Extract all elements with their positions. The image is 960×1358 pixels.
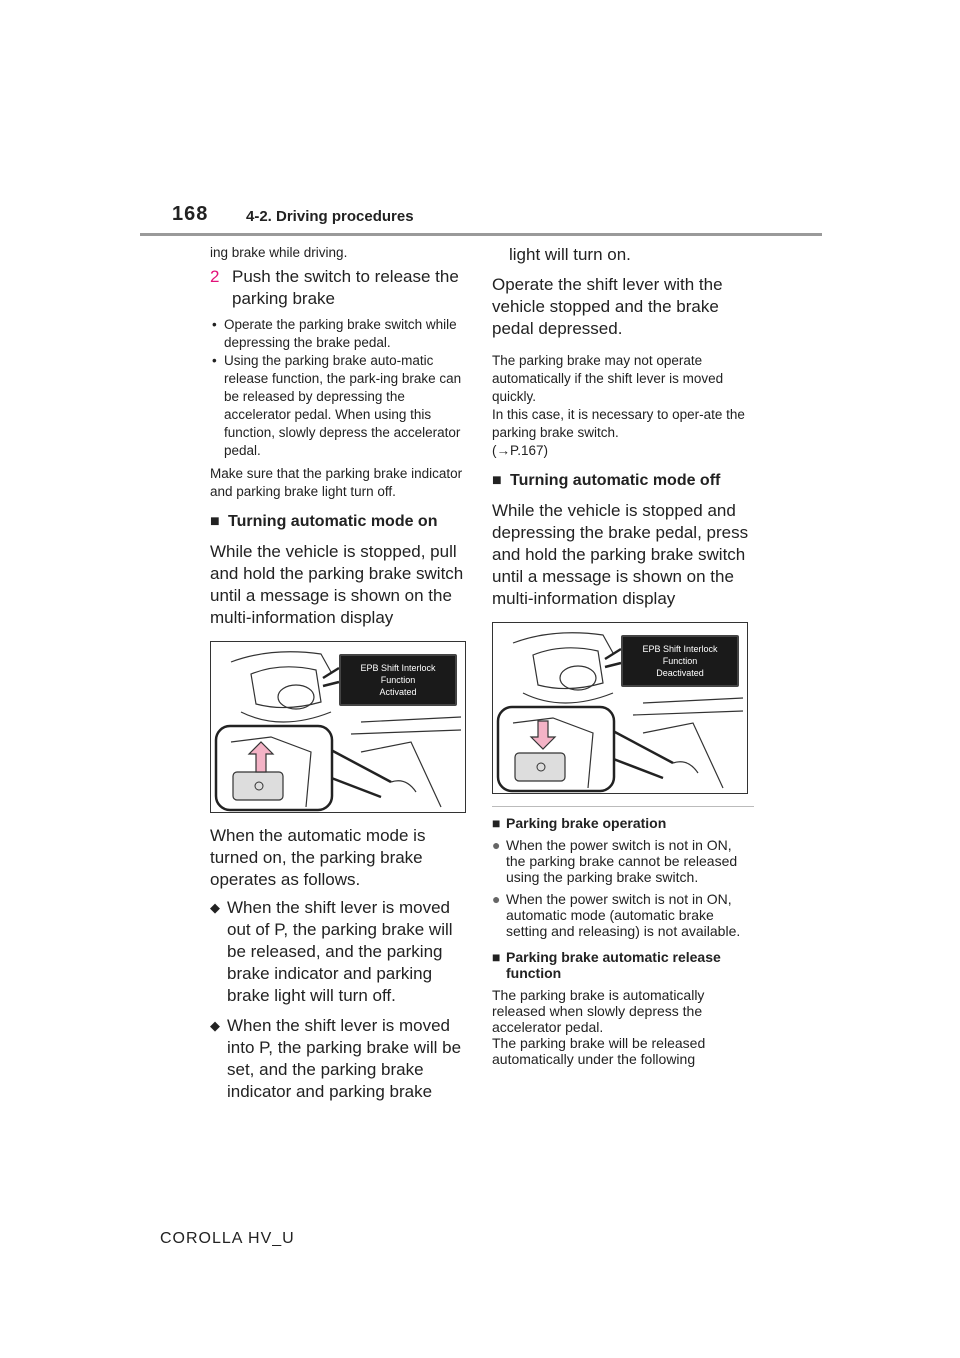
header-rule (140, 233, 822, 236)
list-item: • Using the parking brake auto-matic release function, the park-ing brake can be released by depressing the accelerator pedal. When using this function, slowly depress the accelerator pedal. (210, 352, 472, 460)
footer-model: COROLLA HV_U (160, 1230, 295, 1247)
step-number: 2 (210, 267, 220, 286)
note-text: In this case, it is necessary to oper-ate the parking brake switch. (492, 407, 745, 440)
off-instruction: While the vehicle is stopped and depressing the brake pedal, press and hold the parking brake switch until a message is shown on the multi-information display (492, 501, 749, 608)
mode-bullets (210, 897, 472, 1103)
continued-text: light will turn on. (509, 245, 631, 264)
notes-text: The parking brake will be released automatically under the following (492, 1035, 706, 1067)
list-item: ● When the power switch is not in ON, the parking brake cannot be released using the parking brake switch. (492, 837, 738, 885)
message-box: EPB Shift Interlock Function Activated (339, 654, 457, 706)
square-bullet-icon: ■ (492, 472, 502, 489)
message-box: EPB Shift Interlock Function Deactivated (621, 635, 739, 687)
right-column (492, 244, 754, 1067)
list-item: ◆ When the shift lever is moved out of P, the parking brake will be released, and the parking brake indicator and parking brake light will turn off. (210, 897, 472, 1007)
operate-text: Operate the shift lever with the vehicle stopped and the brake pedal depressed. (492, 275, 723, 338)
figure-activated (210, 641, 466, 813)
list-item: ◆ When the shift lever is moved into P, the parking brake will be set, and the parking brake indicator and parking brake (210, 1015, 472, 1103)
square-bullet-icon: ■ (210, 513, 220, 530)
list-item: • Operate the parking brake switch while depressing the brake pedal. (210, 316, 472, 352)
left-column (210, 244, 472, 1111)
heading-turning-off: ■ Turning automatic mode off (492, 470, 754, 492)
circle-bullet-icon: ● (492, 837, 501, 853)
square-bullet-icon: ■ (492, 815, 501, 831)
step-2 (210, 266, 472, 310)
on-instruction: While the vehicle is stopped, pull and hold the parking brake switch until a message is shown on the multi-information display (210, 542, 464, 627)
heading-turning-on: ■ Turning automatic mode on (210, 511, 472, 533)
page-number: 168 (172, 203, 209, 225)
section-title: 4-2. Driving procedures (246, 208, 414, 225)
intro-text: ing brake while driving. (210, 245, 348, 260)
page-reference: (→P.167) (492, 443, 549, 458)
circle-bullet-icon: ● (492, 891, 501, 907)
after-figure-text: When the automatic mode is turned on, the parking brake operates as follows. (210, 826, 426, 889)
note-text: Make sure that the parking brake indicator and parking brake light turn off. (210, 466, 463, 499)
square-bullet-icon: ■ (492, 949, 501, 965)
note-text: The parking brake may not operate automatically if the shift lever is moved quickly. (492, 353, 724, 404)
figure-deactivated (492, 622, 748, 794)
notes-divider (492, 806, 754, 807)
notes-heading: ■ Parking brake automatic release function (492, 949, 721, 981)
step-2-bullets (210, 316, 472, 460)
notes-text: The parking brake is automatically released when slowly depress the accelerator pedal. (492, 987, 705, 1035)
notes-heading: ■ Parking brake operation (492, 815, 667, 831)
list-item: ● When the power switch is not in ON, automatic mode (automatic brake setting and releasing) is not available. (492, 891, 741, 939)
step-text: Push the switch to release the parking brake (232, 267, 459, 308)
